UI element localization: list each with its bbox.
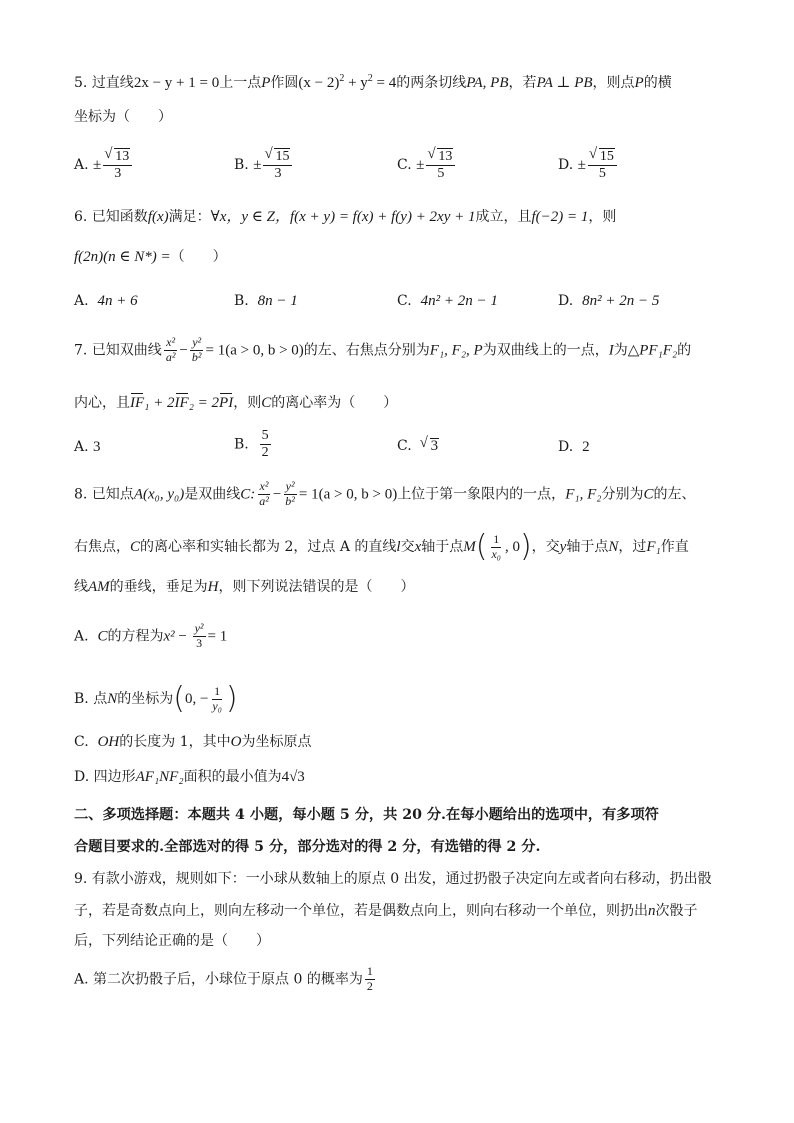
- q7-number: 7.: [74, 342, 88, 359]
- q5-text: 的横: [643, 75, 672, 91]
- option-sign: ±: [253, 157, 262, 174]
- q5-perp: PA ⊥ PB: [536, 75, 593, 91]
- q5-text: ，若: [508, 75, 537, 91]
- q6-option-d: [558, 294, 659, 309]
- q8-hyperbola-x: $\frac{\text{x²}}{\text{a²}}$: [259, 479, 269, 508]
- q6-number: 6.: [74, 209, 88, 225]
- q5-option-c: [397, 148, 457, 182]
- q8-number: 8.: [74, 486, 88, 503]
- q8-hyperbola-y: $\frac{\text{y²}}{\text{b²}}$: [285, 479, 295, 508]
- q8-line3: [74, 580, 415, 595]
- option-label: C.: [397, 157, 412, 174]
- q8-point-n: N: [608, 539, 619, 555]
- q8-point-a: A(x₀, y₀): [133, 486, 185, 503]
- q9-option-a: [74, 965, 377, 994]
- q8-option-d: [74, 770, 305, 785]
- q6-target-expression: f(2n)(n ∈ N*) =: [74, 249, 171, 265]
- q7-hyperbola-x: $\frac{\text{x²}}{\text{a²}}$: [165, 335, 176, 364]
- q9-text: 次骰子: [655, 903, 698, 919]
- q8-option-a: A. C的方程为x² − $\frac{\text{y²}}{3}$ = 1: [74, 621, 228, 650]
- q8-foci: F₁, F₂: [565, 486, 602, 503]
- q8-line2: 右焦点，C的离心率和实轴长都为 2，过点 A 的直线l交x轴于点M( $\frac{1}{\text{x₀}}$ , 0)，交y轴于点N，过F₁作直: [74, 529, 689, 564]
- option-label: B. 点: [74, 691, 108, 707]
- q7-line1: 7. 已知双曲线 $\frac{\text{x²}}{\text{a²}}$ − $\frac{\text{y²}}{\text{b²}}$ = 1(a > 0, b > 0)的左、右焦点分别为F₁, F₂, P为双曲线上的一点，I为△PF₁F₂的: [74, 335, 692, 364]
- option-label: A.: [74, 157, 89, 174]
- q8-point-h: H: [207, 579, 219, 595]
- q7-text: 的左、右焦点分别为: [303, 342, 430, 359]
- option-value: 3: [93, 439, 101, 455]
- option-radicand: 13: [438, 149, 453, 164]
- option-radicand: 15: [275, 149, 290, 164]
- q8-text: 的垂线，垂足为: [109, 579, 208, 595]
- option-sign: ±: [577, 157, 586, 174]
- option-fraction: [426, 148, 455, 182]
- q9-line1: 9. 有款小游戏，规则如下：一小球从数轴上的原点 0 出发，通过扔骰子决定向左或者向右移动，扔出骰: [74, 871, 712, 887]
- q8-focus-f1: F₁: [646, 539, 661, 555]
- section2-heading-line2: 合题目要求的.全部选对的得 5 分，部分选对的得 2 分，有选错的得 2 分.: [74, 839, 541, 855]
- q6-text: 已知函数: [91, 209, 148, 225]
- option-fraction: [365, 965, 375, 994]
- option-sign: ±: [93, 157, 102, 174]
- option-value: 2: [582, 439, 590, 455]
- option-denominator: 3: [114, 166, 122, 182]
- q7-option-b: [234, 428, 273, 461]
- option-label: D.: [558, 439, 574, 455]
- option-denominator: 2: [366, 978, 373, 993]
- q7-text: 为: [613, 342, 628, 359]
- q6-function: f(x): [147, 209, 169, 225]
- q6-quantifier: ∀x，y ∈ Z，: [210, 209, 290, 225]
- q6-text: 满足：: [168, 209, 211, 225]
- option-fraction: [103, 148, 132, 182]
- q6-option-c: [397, 294, 498, 309]
- q8-text: 是双曲线: [184, 486, 241, 503]
- q7-text: 的离心率为（ ）: [271, 395, 398, 411]
- q8-option-c: [74, 735, 311, 750]
- option-label: A.: [74, 439, 89, 455]
- q5-line-equation: 2x − y + 1 = 0: [133, 75, 220, 91]
- option-sign: ±: [416, 157, 425, 174]
- q8-text: 已知点: [91, 486, 134, 503]
- q6-equation: f(x + y) = f(x) + f(y) + 2xy + 1: [289, 209, 476, 225]
- q8-text: 作直: [660, 539, 689, 555]
- option-label: B.: [234, 293, 249, 309]
- option-text: 面积的最小值为: [183, 769, 282, 785]
- q7-text: ，则: [233, 395, 262, 411]
- option-radicand: 15: [599, 149, 614, 164]
- q5-text: 作圆: [270, 75, 299, 91]
- q7-incenter: I: [608, 342, 614, 359]
- option-radicand: 3: [430, 438, 439, 454]
- q5-line1: [74, 74, 672, 91]
- q6-text: （ ）: [170, 249, 227, 265]
- q6-text: ，则: [588, 209, 617, 225]
- q9-line3: 后，下列结论正确的是（ ）: [74, 933, 270, 949]
- q8-point-m: M: [463, 539, 476, 555]
- option-denominator: 2: [261, 445, 269, 461]
- option-fraction: [260, 428, 271, 461]
- option-label: C.: [74, 734, 89, 750]
- q5-circle-part: + y: [348, 75, 368, 91]
- q8-text: 分别为: [601, 486, 644, 503]
- q5-option-b: [234, 148, 294, 182]
- option-label: C.: [397, 438, 412, 454]
- q8-text: 的离心率和实轴长都为 2，过点 A 的直线: [140, 539, 397, 555]
- q6-line2: [74, 250, 227, 265]
- q7-text: 内心，且: [74, 395, 130, 411]
- q8-text: 交: [400, 539, 415, 555]
- option-text: A. 第二次扔骰子后，小球位于原点 0 的概率为: [74, 971, 363, 988]
- option-label: A.: [74, 293, 89, 309]
- q6-option-b: [234, 294, 298, 309]
- option-text: 为坐标原点: [241, 734, 312, 750]
- q5-option-a: [74, 148, 134, 182]
- q8-m-coordinate: $\frac{1}{\text{x₀}}$: [491, 531, 501, 561]
- q7-option-d: [558, 440, 590, 455]
- option-value: 8n − 1: [257, 293, 298, 309]
- q9-line2: [74, 904, 698, 919]
- q8-quadrilateral: AF₁NF₂: [135, 769, 184, 785]
- q5-option-d: [558, 148, 619, 182]
- option-value: 4√3: [281, 769, 305, 785]
- q7-line2: [74, 396, 397, 411]
- q7-condition: = 1(a > 0, b > 0): [205, 342, 304, 359]
- q5-point-p: P: [634, 75, 644, 91]
- q7-text: 的: [677, 342, 692, 359]
- q8-text: 轴于点: [566, 539, 609, 555]
- q5-point-p: P: [261, 75, 271, 91]
- q8-line-l: l: [396, 539, 401, 555]
- q8-line1: 8. 已知点A(x₀, y₀)是双曲线C: $\frac{\text{x²}}{\text{a²}}$ − $\frac{\text{y²}}{\text{b²}}$ = 1(a > 0, b > 0)上位于第一象限内的一点，F₁, F₂分别为C的左、: [74, 479, 696, 508]
- q6-line1: [74, 210, 616, 225]
- option-label: B.: [234, 436, 249, 453]
- q7-text: 已知双曲线: [91, 342, 162, 359]
- q8-axis-y: y: [559, 539, 567, 555]
- q5-number: 5.: [74, 75, 88, 91]
- q8-axis-x: x: [414, 539, 422, 555]
- section2-heading-line1: 二、多项选择题：本题共 4 小题，每小题 5 分，共 20 分.在每小题给出的选项中，有多项符: [74, 807, 659, 823]
- q8-text: ，过: [618, 539, 647, 555]
- q8-curve-c: C:: [240, 486, 256, 503]
- q8-text: ，交: [531, 539, 560, 555]
- option-label: D.: [558, 293, 574, 309]
- q5-text: 上一点: [219, 75, 262, 91]
- option-label: A.: [74, 628, 89, 645]
- q8-text: 上位于第一象限内的一点，: [397, 486, 566, 503]
- q5-line2: 坐标为（ ）: [74, 109, 172, 125]
- option-value: = 1: [207, 628, 228, 645]
- option-value: 4n + 6: [97, 293, 138, 309]
- q7-foci: F₁, F₂, P: [429, 342, 483, 359]
- q8-option-b: B. 点N的坐标为(0, − $\frac{1}{\text{y₀}}$ ): [74, 681, 238, 716]
- q6-condition: f(−2) = 1: [531, 209, 589, 225]
- q7-vector-equation: IF₁ + 2IF₂ = 2PI: [130, 395, 234, 411]
- option-value: 8n² + 2n − 5: [582, 293, 660, 309]
- q9-variable-n: n: [648, 903, 656, 919]
- q5-text: 的两条切线: [396, 75, 467, 91]
- q8-opt-b-fraction: $\frac{1}{\text{y₀}}$: [212, 683, 222, 713]
- option-text: 的方程为: [107, 628, 164, 645]
- option-label: B.: [234, 157, 249, 174]
- q5-circle-equation: $(x - 2)^2 + y^2 = 4$: [298, 73, 397, 91]
- q8-condition: = 1(a > 0, b > 0): [298, 486, 398, 503]
- option-radicand: 13: [115, 149, 130, 164]
- option-denominator: 5: [437, 166, 445, 182]
- q5-circle-part: = 4: [376, 75, 397, 91]
- q8-origin-o: O: [230, 734, 242, 750]
- q5-circle-part: (x − 2): [298, 75, 340, 91]
- option-numerator: 5: [260, 428, 271, 445]
- option-denominator: 3: [274, 166, 282, 182]
- option-text: 的坐标为: [117, 691, 174, 707]
- option-label: C.: [397, 293, 412, 309]
- q5-tangents: PA, PB: [466, 75, 509, 91]
- option-denominator: 5: [598, 166, 606, 182]
- q7-option-c: [397, 438, 439, 454]
- option-value: 4n² + 2n − 1: [420, 293, 498, 309]
- q7-text: 为双曲线上的一点，: [482, 342, 609, 359]
- q9-text: 子，若是奇数点向上，则向左移动一个单位，若是偶数点向上，则向右移动一个单位，则扔出: [74, 903, 648, 919]
- q8-text: ，则下列说法错误的是（ ）: [218, 579, 415, 595]
- q5-text: ，则点: [592, 75, 635, 91]
- q7-triangle: △PF₁F₂: [627, 342, 678, 359]
- q5-text: 过直线: [91, 75, 134, 91]
- option-numerator: 1: [366, 964, 373, 978]
- option-fraction: [588, 148, 617, 182]
- q8-text: 的左、: [653, 486, 696, 503]
- option-label: D.: [558, 157, 574, 174]
- q7-hyperbola-y: $\frac{\text{y²}}{\text{b²}}$: [191, 335, 202, 364]
- q8-segment-oh: OH: [97, 734, 120, 750]
- q8-text: 右焦点，: [74, 539, 130, 555]
- q8-text: 轴于点: [421, 539, 464, 555]
- q8-line-am: AM: [88, 579, 110, 595]
- option-text: 的长度为 1，其中: [119, 734, 231, 750]
- q6-text: 成立，且: [475, 209, 532, 225]
- option-label: D. 四边形: [74, 769, 136, 785]
- q7-option-a: [74, 440, 101, 455]
- q6-option-a: [74, 294, 138, 309]
- q8-opt-a-fraction: $\frac{\text{y²}}{3}$: [194, 621, 204, 650]
- option-fraction: [263, 148, 292, 182]
- q7-curve-c: C: [261, 395, 272, 411]
- q8-text: 线: [74, 579, 88, 595]
